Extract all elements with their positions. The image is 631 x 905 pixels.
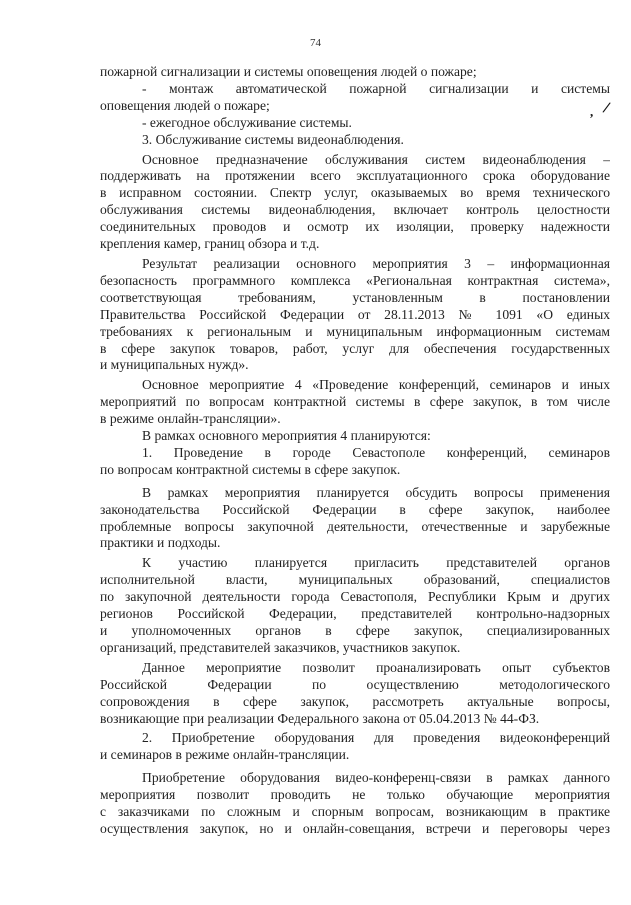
- text-line: безопасность программного комплекса «Региональная контрактная система»,: [100, 272, 610, 288]
- text-line: В рамках основного мероприятия 4 планируются:: [142, 428, 431, 444]
- text-line: возникающие при реализации Федерального закона от 05.04.2013 № 44-ФЗ.: [100, 710, 540, 726]
- text-line: Данное мероприятие позволит проанализировать опыт субъектов: [142, 659, 610, 675]
- text-line: Результат реализации основного мероприятия 3 – информационная: [142, 255, 610, 271]
- text-line: регионов Российской Федерации, представителей контрольно-надзорных: [100, 606, 610, 622]
- text-line: Основное мероприятие 4 «Проведение конференций, семинаров и иных: [142, 377, 610, 393]
- text-line: по закупочной деятельности города Севастополя, Республики Крым и других: [100, 589, 610, 605]
- text-line: сопровождения в сфере закупок, рассмотреть актуальные вопросы,: [100, 693, 610, 709]
- body-text: [100, 64, 610, 838]
- text-line: требованиях к региональным и муниципальным информационным системам: [100, 323, 610, 339]
- text-line: поддерживать на протяжении всего эксплуатационного срока оборудование: [100, 168, 610, 184]
- pen-mark: ,: [590, 104, 594, 119]
- text-line: мероприятия позволит проводить не только обучающие мероприятия: [100, 787, 610, 803]
- text-line: осуществления закупок, но и онлайн-совещания, встречи и переговоры через: [100, 820, 610, 836]
- text-line: и семинаров в режиме онлайн-трансляции.: [100, 747, 350, 763]
- text-line: соответствующая требованиям, установленным в постановлении: [100, 289, 610, 305]
- text-line: - монтаж автоматической пожарной сигнализации и системы: [142, 80, 610, 96]
- text-line: исполнительной власти, муниципальных образований, специалистов: [100, 572, 610, 588]
- text-line: соединительных проводов и осмотр их изоляции, проверку надежности: [100, 219, 610, 235]
- text-line: В рамках мероприятия планируется обсудить вопросы применения: [142, 484, 610, 500]
- text-line: в исправном состоянии. Спектр услуг, оказываемых во время технического: [100, 185, 610, 201]
- text-line: Основное предназначение обслуживания систем видеонаблюдения –: [142, 151, 610, 167]
- text-line: в режиме онлайн-трансляции».: [100, 411, 281, 427]
- text-line: оповещения людей о пожаре;: [100, 97, 270, 113]
- text-line: обслуживания системы видеонаблюдения, включает контроль целостности: [100, 202, 610, 218]
- text-line: с заказчиками по сложным и спорным вопросам, возникающим в практике: [100, 804, 610, 820]
- text-line: по вопросам контрактной системы в сфере закупок.: [100, 461, 401, 477]
- text-line: мероприятий по вопросам контрактной системы в сфере закупок, в том числе: [100, 394, 610, 410]
- text-line: 1. Проведение в городе Севастополе конференций, семинаров: [142, 444, 610, 460]
- text-line: 3. Обслуживание системы видеонаблюдения.: [142, 131, 404, 147]
- text-line: в сфере закупок товаров, работ, услуг для обеспечения государственных: [100, 340, 610, 356]
- text-line: практики и подходы.: [100, 535, 221, 551]
- text-line: и уполномоченных органов в сфере закупок, специализированных: [100, 623, 610, 638]
- text-line: крепления камер, границ обзора и т.д.: [100, 236, 320, 252]
- text-line: законодательства Российской Федерации в сфере закупок, наиболее: [100, 501, 610, 517]
- text-line: и муниципальных нужд».: [100, 357, 249, 373]
- text-line: проблемные вопросы закупочной деятельности, отечественные и зарубежные: [100, 518, 610, 534]
- text-line: Приобретение оборудования видео-конференц-связи в рамках данного: [142, 770, 610, 786]
- page-number: 74: [310, 37, 321, 49]
- text-line: - ежегодное обслуживание системы.: [142, 114, 352, 130]
- text-line: 2. Приобретение оборудования для проведения видеоконференций: [142, 730, 610, 746]
- text-line: К участию планируется пригласить представителей органов: [142, 555, 610, 571]
- pen-mark: /: [601, 97, 612, 118]
- text-line: Правительства Российской Федерации от 28.11.2013 № 1091 «О единых: [100, 306, 610, 322]
- text-line: Российской Федерации по осуществлению методологического: [100, 676, 610, 692]
- text-line: пожарной сигнализации и системы оповещения людей о пожаре;: [100, 64, 477, 79]
- text-line: организаций, представителей заказчиков, участников закупок.: [100, 639, 461, 655]
